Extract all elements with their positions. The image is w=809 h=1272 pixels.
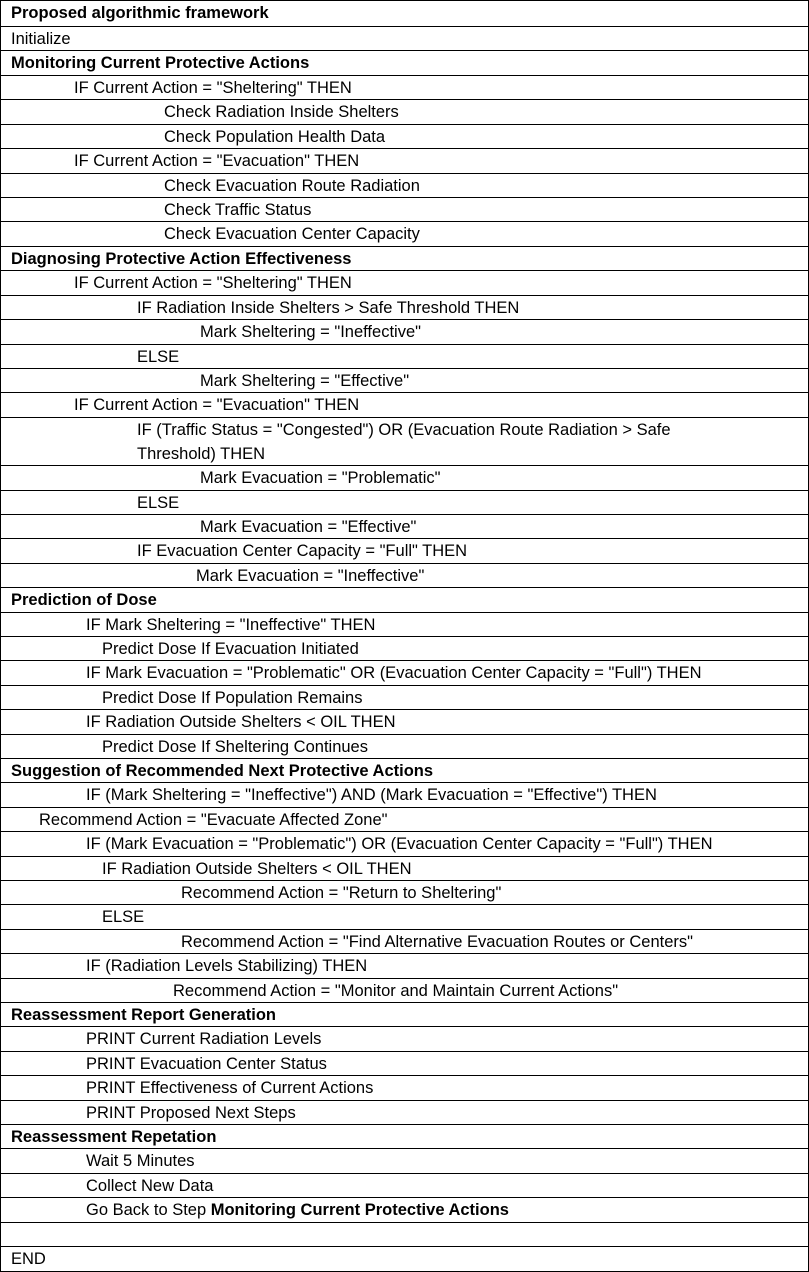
row-else-1: ELSE	[1, 345, 808, 369]
row-check-route-radiation: Check Evacuation Route Radiation	[1, 174, 808, 198]
row-mark-evacuation-ineffective: Mark Evacuation = "Ineffective"	[1, 564, 808, 588]
row-mark-evacuation-effective: Mark Evacuation = "Effective"	[1, 515, 808, 539]
row-if-radiation-outside-oil: IF Radiation Outside Shelters < OIL THEN	[1, 710, 808, 735]
row-if-sheltering-ineffective: IF Mark Sheltering = "Ineffective" THEN	[1, 613, 808, 637]
go-back-target: Monitoring Current Protective Actions	[210, 1201, 509, 1219]
row-if-center-full: IF Evacuation Center Capacity = "Full" THEN	[1, 539, 808, 564]
row-predict-dose-evacuation: Predict Dose If Evacuation Initiated	[1, 637, 808, 661]
row-check-health-data: Check Population Health Data	[1, 125, 808, 149]
row-wait: Wait 5 Minutes	[1, 1149, 808, 1174]
row-mark-sheltering-effective: Mark Sheltering = "Effective"	[1, 369, 808, 393]
row-if-evacuation-or-center: IF (Mark Evacuation = "Problematic") OR (Evacuation Center Capacity = "Full") THEN	[1, 832, 808, 857]
row-recommend-evacuate: Recommend Action = "Evacuate Affected Zone"	[1, 808, 808, 832]
row-recommend-alternative-routes: Recommend Action = "Find Alternative Evacuation Routes or Centers"	[1, 930, 808, 954]
row-if-traffic-congested: IF (Traffic Status = "Congested") OR (Evacuation Route Radiation > Safe Threshold) THEN	[1, 418, 808, 466]
row-predict-dose-remains: Predict Dose If Population Remains	[1, 686, 808, 710]
section-prediction: Prediction of Dose	[1, 588, 808, 613]
row-else-2: ELSE	[1, 491, 808, 515]
row-check-center-capacity: Check Evacuation Center Capacity	[1, 222, 808, 247]
go-back-text: Go Back to Step	[86, 1201, 211, 1219]
row-predict-dose-sheltering: Predict Dose If Sheltering Continues	[1, 735, 808, 759]
section-diagnosing: Diagnosing Protective Action Effectiveness	[1, 247, 808, 271]
section-suggestion: Suggestion of Recommended Next Protective Actions	[1, 759, 808, 783]
row-if-evacuation-2: IF Current Action = "Evacuation" THEN	[1, 393, 808, 418]
row-if-sheltering: IF Current Action = "Sheltering" THEN	[1, 76, 808, 100]
row-print-effectiveness: PRINT Effectiveness of Current Actions	[1, 1076, 808, 1101]
row-go-back	[1, 1198, 808, 1223]
row-if-radiation-threshold: IF Radiation Inside Shelters > Safe Threshold THEN	[1, 296, 808, 320]
row-else-3: ELSE	[1, 905, 808, 930]
row-print-center-status: PRINT Evacuation Center Status	[1, 1052, 808, 1076]
row-check-radiation-shelters: Check Radiation Inside Shelters	[1, 100, 808, 125]
row-print-radiation: PRINT Current Radiation Levels	[1, 1027, 808, 1052]
row-if-evacuation-problematic: IF Mark Evacuation = "Problematic" OR (Evacuation Center Capacity = "Full") THEN	[1, 661, 808, 686]
row-if-sheltering-and-evacuation: IF (Mark Sheltering = "Ineffective") AND (Mark Evacuation = "Effective") THEN	[1, 783, 808, 808]
row-if-radiation-stabilizing: IF (Radiation Levels Stabilizing) THEN	[1, 954, 808, 979]
row-if-evacuation: IF Current Action = "Evacuation" THEN	[1, 149, 808, 174]
row-check-traffic: Check Traffic Status	[1, 198, 808, 222]
row-if-sheltering-2: IF Current Action = "Sheltering" THEN	[1, 271, 808, 296]
row-if-radiation-outside-oil-2: IF Radiation Outside Shelters < OIL THEN	[1, 857, 808, 881]
row-collect-data: Collect New Data	[1, 1174, 808, 1198]
section-repetition: Reassessment Repetation	[1, 1125, 808, 1149]
row-end: END	[11, 1250, 46, 1268]
section-monitoring: Monitoring Current Protective Actions	[1, 51, 808, 76]
row-mark-evacuation-problematic: Mark Evacuation = "Problematic"	[1, 466, 808, 491]
row-initialize: Initialize	[1, 27, 808, 51]
row-print-next-steps: PRINT Proposed Next Steps	[1, 1101, 808, 1125]
table-title: Proposed algorithmic framework	[1, 1, 808, 27]
row-empty	[1, 1223, 808, 1247]
section-report-generation: Reassessment Report Generation	[1, 1003, 808, 1027]
row-mark-sheltering-ineffective: Mark Sheltering = "Ineffective"	[1, 320, 808, 345]
row-recommend-monitor: Recommend Action = "Monitor and Maintain Current Actions"	[1, 979, 808, 1003]
row-recommend-return-sheltering: Recommend Action = "Return to Sheltering"	[1, 881, 808, 905]
